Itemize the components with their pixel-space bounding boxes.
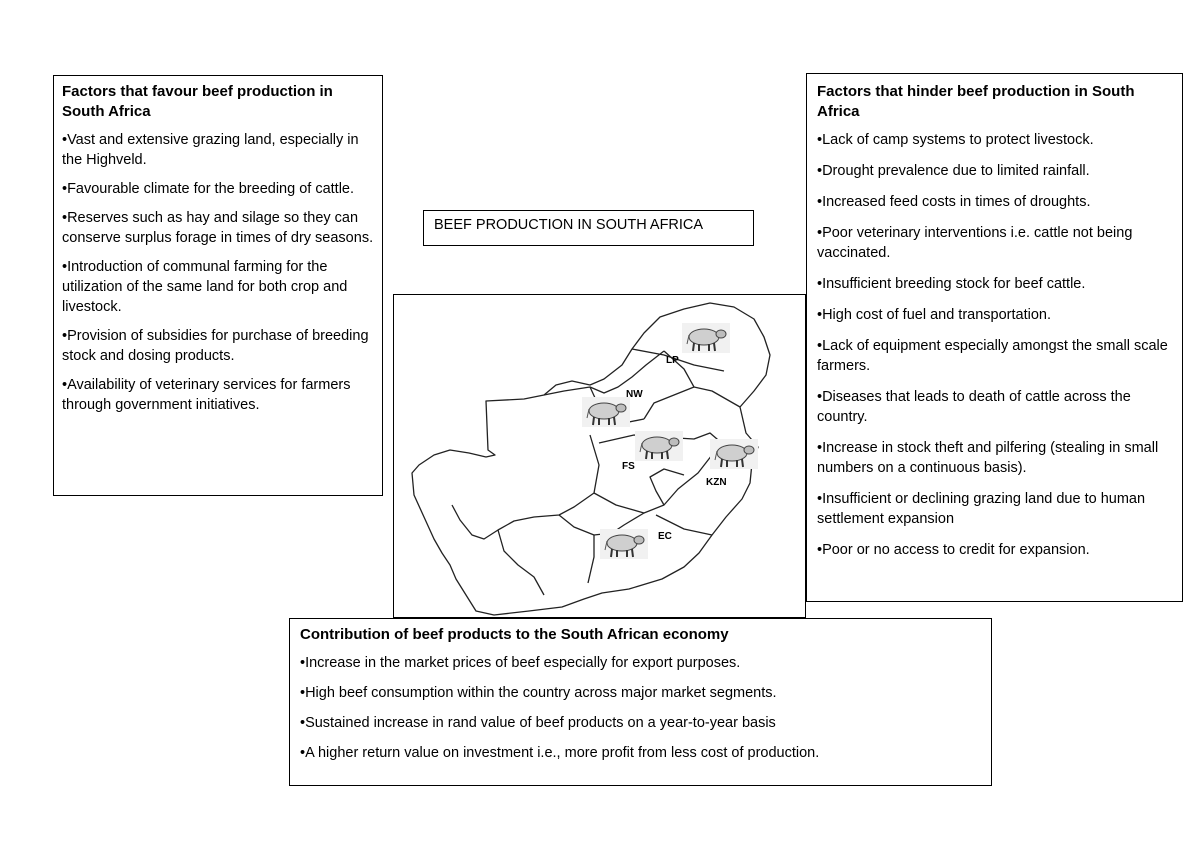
favour-item: •Reserves such as hay and silage so they can conserve surplus forage in times of dry seasons. [62,210,374,246]
hinder-item: •Drought prevalence due to limited rainfall. [817,163,1090,179]
cow-icon [600,529,648,559]
contribution-item: •High beef consumption within the country across major market segments. [300,685,777,701]
cow-icon [582,397,630,427]
map-label-kzn: KZN [706,477,727,488]
favour-heading: Factors that favour beef production in South Africa [62,83,333,120]
contribution-box [289,618,992,786]
hinder-item: •Lack of equipment especially amongst the small scale farmers. [817,338,1168,374]
page-title: BEEF PRODUCTION IN SOUTH AFRICA [423,210,754,246]
map-label-nw: NW [626,389,643,400]
map-svg [394,295,805,617]
hinder-item: •Insufficient or declining grazing land due to human settlement expansion [817,491,1146,527]
hinder-item: •Increase in stock theft and pilfering (stealing in small numbers on a continuous basis). [817,440,1159,476]
south-africa-map [393,294,806,618]
map-label-ec: EC [658,531,672,542]
contribution-item: •Increase in the market prices of beef especially for export purposes. [300,655,741,671]
favour-item: •Vast and extensive grazing land, especially in the Highveld. [62,132,359,168]
favour-item: •Availability of veterinary services for farmers through government initiatives. [62,377,351,413]
cow-icon [635,431,683,461]
hinder-heading: Factors that hinder beef production in South Africa [817,83,1135,120]
hinder-item: •Lack of camp systems to protect livestock. [817,132,1094,148]
favour-item: •Introduction of communal farming for the utilization of the same land for both crop and livestock. [62,259,348,315]
contribution-heading: Contribution of beef products to the South African economy [300,626,729,643]
hinder-item: •Insufficient breeding stock for beef cattle. [817,276,1086,292]
hinder-item: •High cost of fuel and transportation. [817,307,1051,323]
map-label-lp: LP [666,355,679,366]
hinder-item: •Poor veterinary interventions i.e. cattle not being vaccinated. [817,225,1133,261]
favour-item: •Provision of subsidies for purchase of breeding stock and dosing products. [62,328,369,364]
hinder-item: •Increased feed costs in times of droughts. [817,194,1091,210]
cow-icon [710,439,758,469]
contribution-item: •A higher return value on investment i.e., more profit from less cost of production. [300,745,820,761]
hinder-item: •Poor or no access to credit for expansion. [817,542,1090,558]
map-label-fs: FS [622,461,635,472]
hinder-factors-box [806,73,1183,602]
contribution-item: •Sustained increase in rand value of beef products on a year-to-year basis [300,715,776,731]
hinder-item: •Diseases that leads to death of cattle across the country. [817,389,1131,425]
favour-factors-box [53,75,383,496]
favour-item: •Favourable climate for the breeding of cattle. [62,181,355,197]
cow-icon [682,323,730,353]
